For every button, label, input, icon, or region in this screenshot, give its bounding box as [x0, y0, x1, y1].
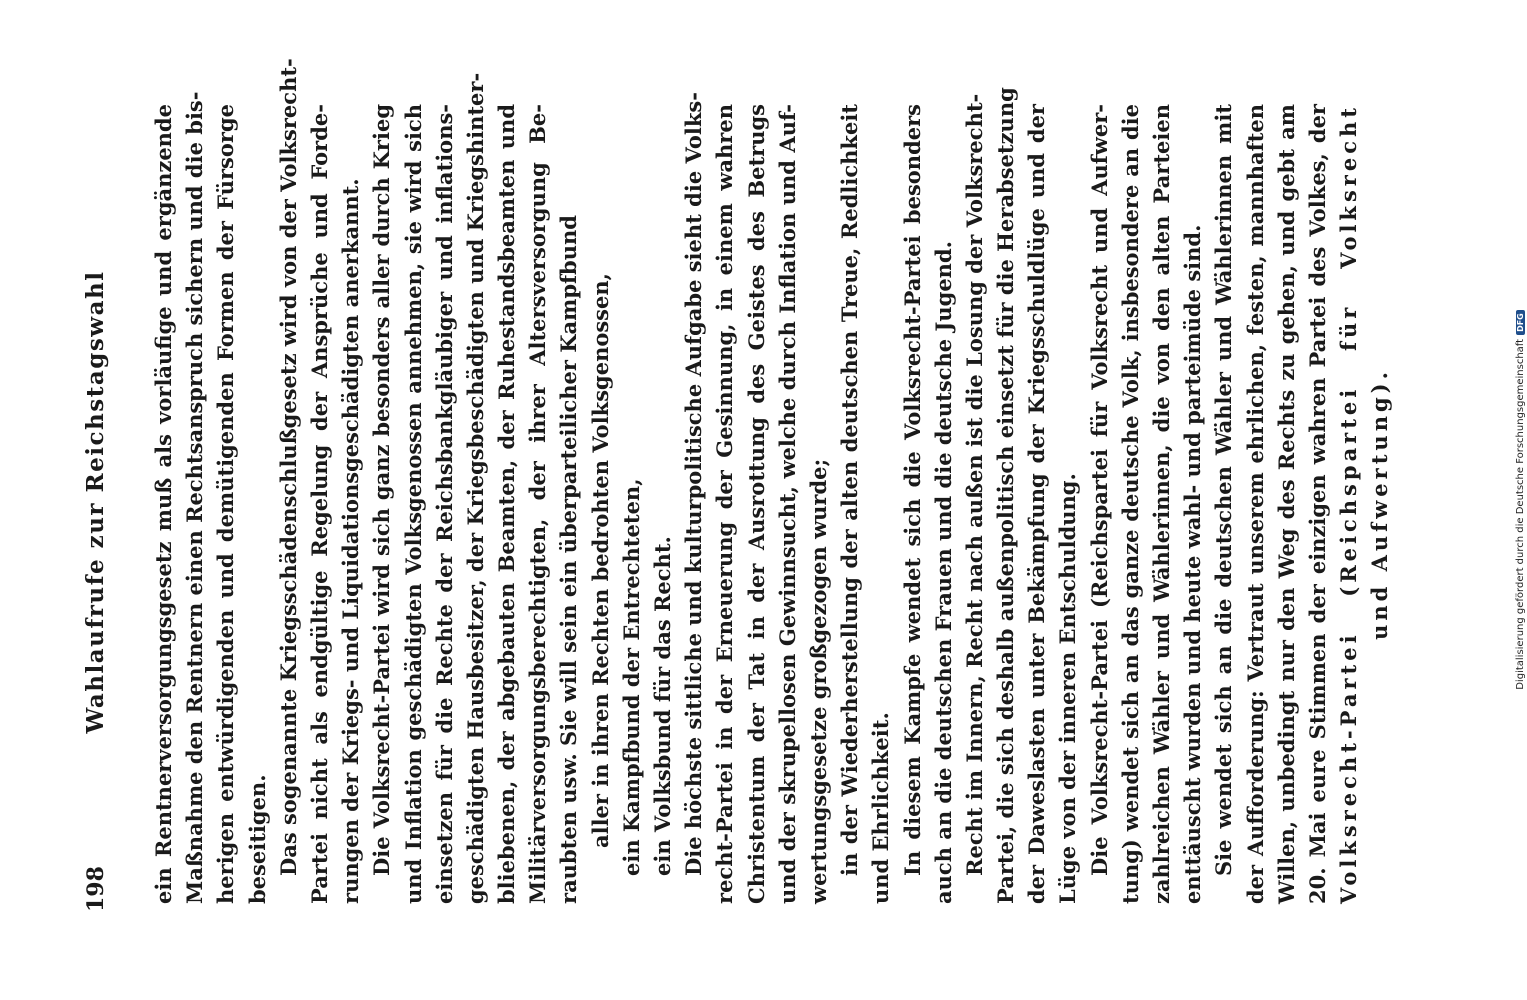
text-line: Militärversorgungsberechtigten, der ihrer Altersversorgung Be- — [525, 104, 551, 904]
text-line: enttäuscht wurden und heute wahl- und parteimüde sind. — [1180, 224, 1206, 904]
text-line: In diesem Kampfe wendet sich die Volksrecht-Partei besonders — [899, 104, 925, 876]
text-line: Volksrecht-Partei (Reichspartei für Volksrecht — [1336, 104, 1362, 904]
text-line: beseitigen. — [244, 774, 270, 904]
text-line: der Aufforderung: Vertraut unserem ehrlichen, festen, mannhaften — [1242, 104, 1268, 904]
text-line: ein Kampfbund der Entrechteten, — [618, 478, 644, 876]
text-line: Maßnahme den Rentnern einen Rechtsanspruch sichern und die bis- — [182, 91, 208, 904]
text-line: tung) wendet sich an das ganze deutsche Volk, insbesondere an die — [1117, 104, 1143, 904]
text-line: Die Volksrecht-Partei (Reichspartei für Volksrecht und Aufwer- — [1086, 104, 1112, 876]
text-line: 20. Mai eure Stimmen der einzigen wahren Partei des Volkes, der — [1304, 104, 1330, 904]
text-line: wertungsgesetze großgezogen wurde; — [805, 458, 831, 904]
text-line: und Ehrlichkeit. — [868, 712, 894, 904]
text-line: ein Rentnerversorgungsgesetz muß als vorläufige und ergänzende — [151, 104, 176, 904]
text-line: Lüge von der inneren Entschuldung. — [1055, 473, 1081, 904]
dfg-logo: DFG — [1516, 310, 1525, 335]
credit-text: Digitalisierung gefördert durch die Deutsche Forschungsgemeinschaft — [1515, 338, 1526, 690]
text-line: Partei, die sich deshalb außenpolitisch einsetzt für die Herabsetzung — [993, 87, 1019, 904]
text-line: geschädigten Hausbesitzer, der Kriegsbeschädigten und Kriegshinter- — [462, 72, 488, 904]
page-number: 198 — [83, 866, 109, 912]
text-line: herigen entwürdigenden und demütigenden Formen der Fürsorge — [213, 104, 239, 904]
text-line: Die Volksrecht-Partei wird sich ganz besonders aller durch Krieg — [369, 104, 395, 876]
text-line: bliebenen, der abgebauten Beamten, der Ruhestandsbeamten und — [494, 104, 520, 904]
text-line: recht-Partei in der Erneuerung der Gesinnung, in einem wahren — [712, 104, 738, 904]
text-line: Die höchste sittliche und kulturpolitische Aufgabe sieht die Volks- — [681, 92, 707, 876]
text-line: Partei nicht als endgültige Regelung der Ansprüche und Forde- — [306, 104, 332, 904]
text-line: Willen, unbedingt nur den Weg des Rechts zu gehen, und gebt am — [1273, 104, 1299, 904]
text-line: zahlreichen Wähler und Wählerinnen, die von den alten Parteien — [1149, 104, 1174, 904]
text-line: rungen der Kriegs- und Liquidationsgeschädigten anerkannt. — [338, 178, 364, 904]
text-line: raubten usw. Sie will sein ein überparteilicher Kampfbund — [556, 215, 582, 904]
text-line: ein Volksbund für das Recht. — [650, 536, 675, 876]
text-line: und Aufwertung). — [1367, 368, 1393, 640]
text-line: auch an die deutschen Frauen und die deutsche Jugend. — [930, 241, 956, 904]
text-line: und der skrupellosen Gewinnsucht, welche durch Inflation und Auf- — [774, 104, 800, 904]
running-title: Wahlaufrufe zur Reichstagswahl — [82, 270, 109, 734]
page-header — [82, 92, 118, 912]
text-line: und Inflation geschädigten Volksgenossen annehmen, sie wird sich — [400, 104, 426, 904]
text-line: Christentum der Tat in der Ausrottung des Geistes des Betrugs — [743, 104, 769, 904]
text-line: in der Wiederherstellung der alten deutschen Treue, Redlichkeit — [837, 104, 863, 876]
text-line: Das sogenannte Kriegsschädenschlußgesetz wird von der Volksrecht- — [275, 58, 301, 876]
digitization-credit — [1514, 0, 1527, 1000]
text-line: aller in ihren Rechten bedrohten Volksgenossen, — [587, 273, 613, 848]
text-line: Recht im Innern, Recht nach außen ist die Losung der Volksrecht- — [961, 93, 987, 876]
body-text — [148, 58, 1396, 904]
text-line: einsetzen für die Rechte der Reichsbankgläubiger und inflations- — [431, 104, 457, 904]
text-line: Sie wendet sich an die deutschen Wähler und Wählerinnen mit — [1211, 104, 1237, 876]
text-line: der Daweslasten unter Bekämpfung der Kriegsschuldlüge und der — [1024, 104, 1050, 904]
